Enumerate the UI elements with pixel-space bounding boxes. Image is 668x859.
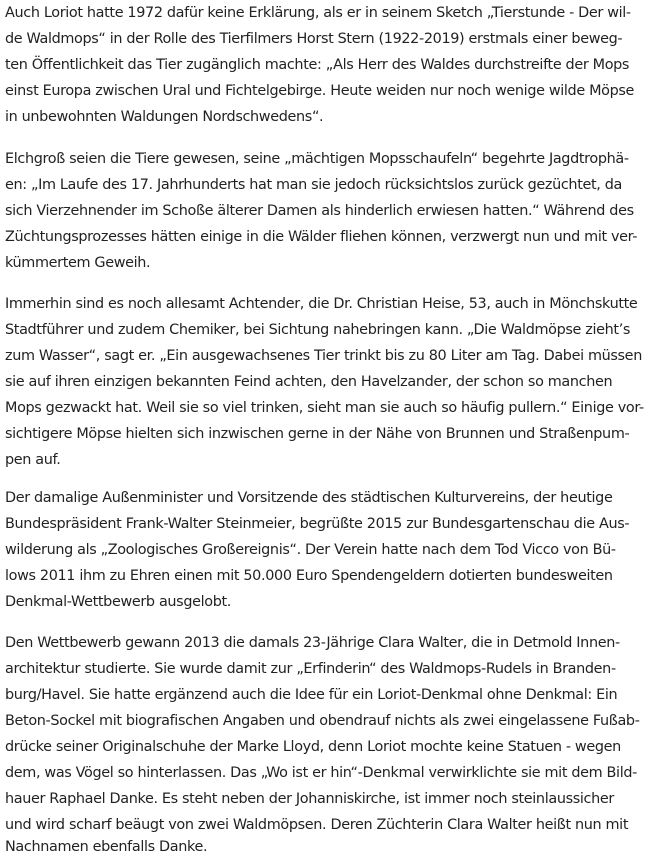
- text-line: Mops gezwackt hat. Weil sie so viel trinken, sieht man sie auch so häufig pullern.“ Einige vor-: [5, 400, 644, 416]
- text-line: architektur studierte. Sie wurde damit zur „Erfinderin“ des Waldmops-Rudels in Branden-: [5, 661, 616, 677]
- text-line: Beton-Sockel mit biografischen Angaben und obendrauf nichts als zwei eingelassene Fußab-: [5, 713, 640, 729]
- text-line: sich Vierzehnender im Schoße älterer Damen als hinderlich erwiesen hatten.“ Während des: [5, 203, 634, 219]
- text-line: Züchtungsprozesses hätten einige in die Wälder fliehen können, verzwergt nun und mit ver-: [5, 229, 638, 245]
- text-line: lows 2011 ihm zu Ehren einen mit 50.000 Euro Spendengeldern dotierten bundesweiten: [5, 568, 613, 584]
- text-line: hauer Raphael Danke. Es steht neben der Johanniskirche, ist immer noch steinlaussicher: [5, 791, 614, 807]
- text-line: Denkmal-Wettbewerb ausgelobt.: [5, 594, 232, 610]
- text-line: einst Europa zwischen Ural und Fichtelgebirge. Heute weiden nur noch wenige wilde Möpse: [5, 83, 635, 99]
- text-line: Den Wettbewerb gewann 2013 die damals 23-Jährige Clara Walter, die in Detmold Innen-: [5, 635, 620, 651]
- text-line: sichtigere Möpse hielten sich inzwischen gerne in der Nähe von Brunnen und Straßenpum-: [5, 426, 630, 442]
- text-line: dem, was Vögel so hinterlassen. Das „Wo ist er hin“-Denkmal verwirklichte sie mit dem Bild-: [5, 765, 637, 781]
- text-line: sie auf ihren einzigen bekannten Feind achten, den Havelzander, der schon so manchen: [5, 374, 613, 390]
- text-line: kümmertem Geweih.: [5, 255, 151, 271]
- text-line: zum Wasser“, sagt er. „Ein ausgewachsenes Tier trinkt bis zu 80 Liter am Tag. Dabei müssen: [5, 348, 642, 364]
- text-line: Nachnamen ebenfalls Danke.: [5, 839, 208, 855]
- text-line: de Waldmops“ in der Rolle des Tierfilmers Horst Stern (1922-2019) erstmals einer beweg-: [5, 31, 623, 47]
- text-line: ten Öffentlichkeit das Tier zugänglich machte: „Als Herr des Waldes durchstreifte der Mops: [5, 57, 630, 73]
- text-line: drücke seiner Originalschuhe der Marke Lloyd, denn Loriot mochte keine Statuen - wegen: [5, 739, 621, 755]
- text-line: Bundespräsident Frank-Walter Steinmeier, begrüßte 2015 zur Bundesgartenschau die Aus-: [5, 516, 630, 532]
- text-line: burg/Havel. Sie hatte ergänzend auch die Idee für ein Loriot-Denkmal ohne Denkmal: Ein: [5, 687, 618, 703]
- text-line: Elchgroß seien die Tiere gewesen, seine „mächtigen Mopsschaufeln“ begehrte Jagdtrophä-: [5, 151, 629, 167]
- text-line: en: „Im Laufe des 17. Jahrhunderts hat man sie jedoch rücksichtslos zurück gezüchtet, da: [5, 177, 622, 193]
- text-line: wilderung als „Zoologisches Großereignis“. Der Verein hatte nach dem Tod Vicco von Bü-: [5, 542, 616, 558]
- text-line: Auch Loriot hatte 1972 dafür keine Erklärung, als er in seinem Sketch „Tierstunde - Der wil-: [5, 5, 631, 21]
- text-line: Immerhin sind es noch allesamt Achtender, die Dr. Christian Heise, 53, auch in Mönchskutte: [5, 296, 638, 312]
- text-line: und wird scharf beäugt von zwei Waldmöpsen. Deren Züchterin Clara Walter heißt nun mit: [5, 817, 629, 833]
- text-line: pen auf.: [5, 452, 61, 468]
- text-line: Stadtführer und zudem Chemiker, bei Sichtung nahebringen kann. „Die Waldmöpse zieht’s: [5, 322, 631, 338]
- text-line: in unbewohnten Waldungen Nordschwedens“.: [5, 109, 324, 125]
- text-line: Der damalige Außenminister und Vorsitzende des städtischen Kulturvereins, der heutige: [5, 490, 613, 506]
